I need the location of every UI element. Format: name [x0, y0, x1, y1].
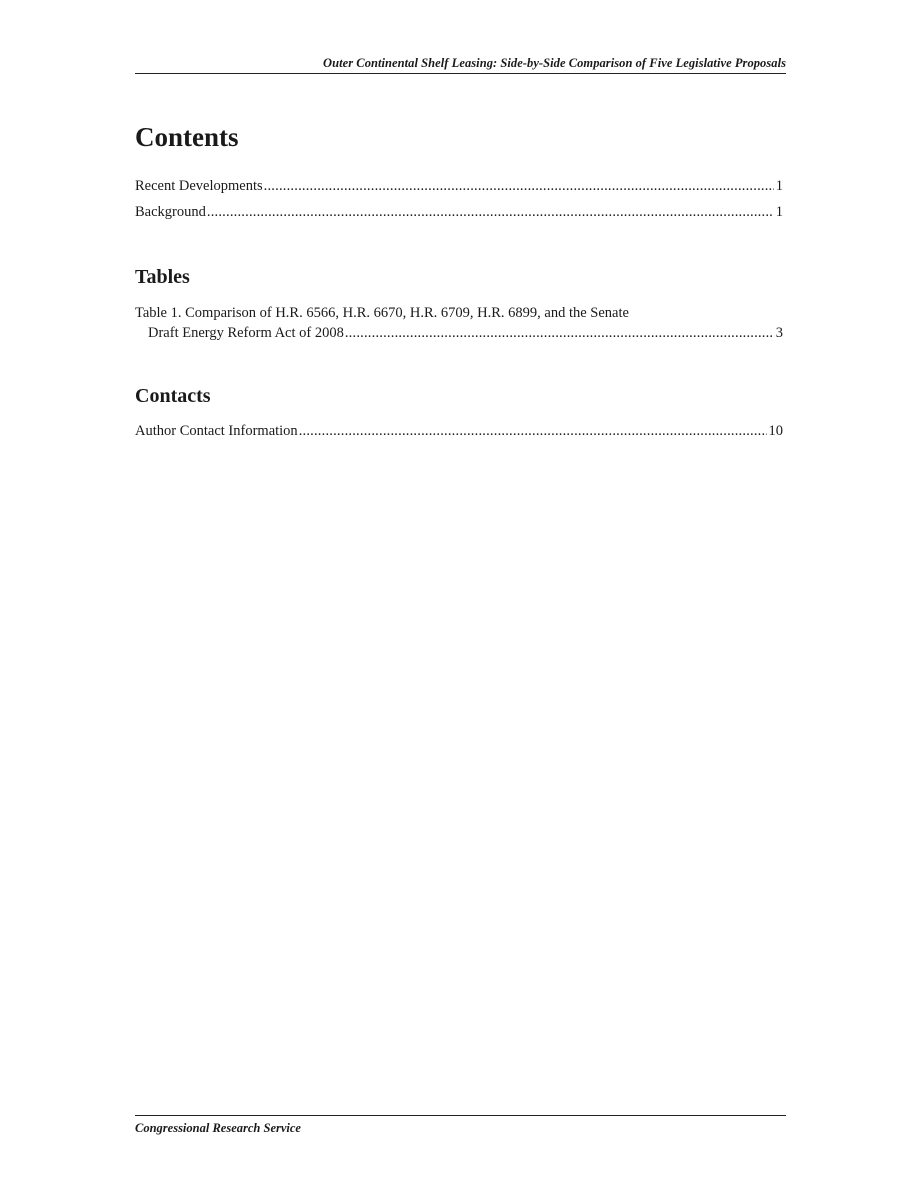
toc-entry-label-line1: Table 1. Comparison of H.R. 6566, H.R. 6670, H.R. 6709, H.R. 6899, and the Senate — [135, 305, 629, 321]
contacts-heading: Contacts — [135, 385, 211, 407]
dot-leader — [264, 177, 774, 195]
header-rule — [135, 73, 786, 74]
dot-leader — [207, 203, 774, 221]
dot-leader — [299, 422, 767, 440]
toc-entry-label: Recent Developments — [135, 178, 263, 194]
running-footer: Congressional Research Service — [135, 1121, 301, 1135]
toc-entry-author-contact-information[interactable] — [135, 422, 783, 440]
toc-entry-label-line2: Draft Energy Reform Act of 2008 — [148, 325, 344, 341]
toc-entry-page: 10 — [768, 423, 783, 439]
toc-entry-recent-developments[interactable] — [135, 177, 783, 195]
toc-entry-page: 1 — [775, 204, 783, 220]
toc-entry-background[interactable] — [135, 203, 783, 221]
toc-entry-label: Author Contact Information — [135, 423, 298, 439]
toc-entry-page: 1 — [775, 178, 783, 194]
toc-entry-table-1[interactable] — [135, 304, 783, 342]
dot-leader — [345, 324, 774, 342]
tables-heading: Tables — [135, 266, 190, 288]
contents-heading: Contents — [135, 122, 239, 152]
toc-entry-page: 3 — [775, 325, 783, 341]
toc-entry-label: Background — [135, 204, 206, 220]
running-header: Outer Continental Shelf Leasing: Side-by-Side Comparison of Five Legislative Proposals — [323, 56, 786, 70]
footer-rule — [135, 1115, 786, 1116]
